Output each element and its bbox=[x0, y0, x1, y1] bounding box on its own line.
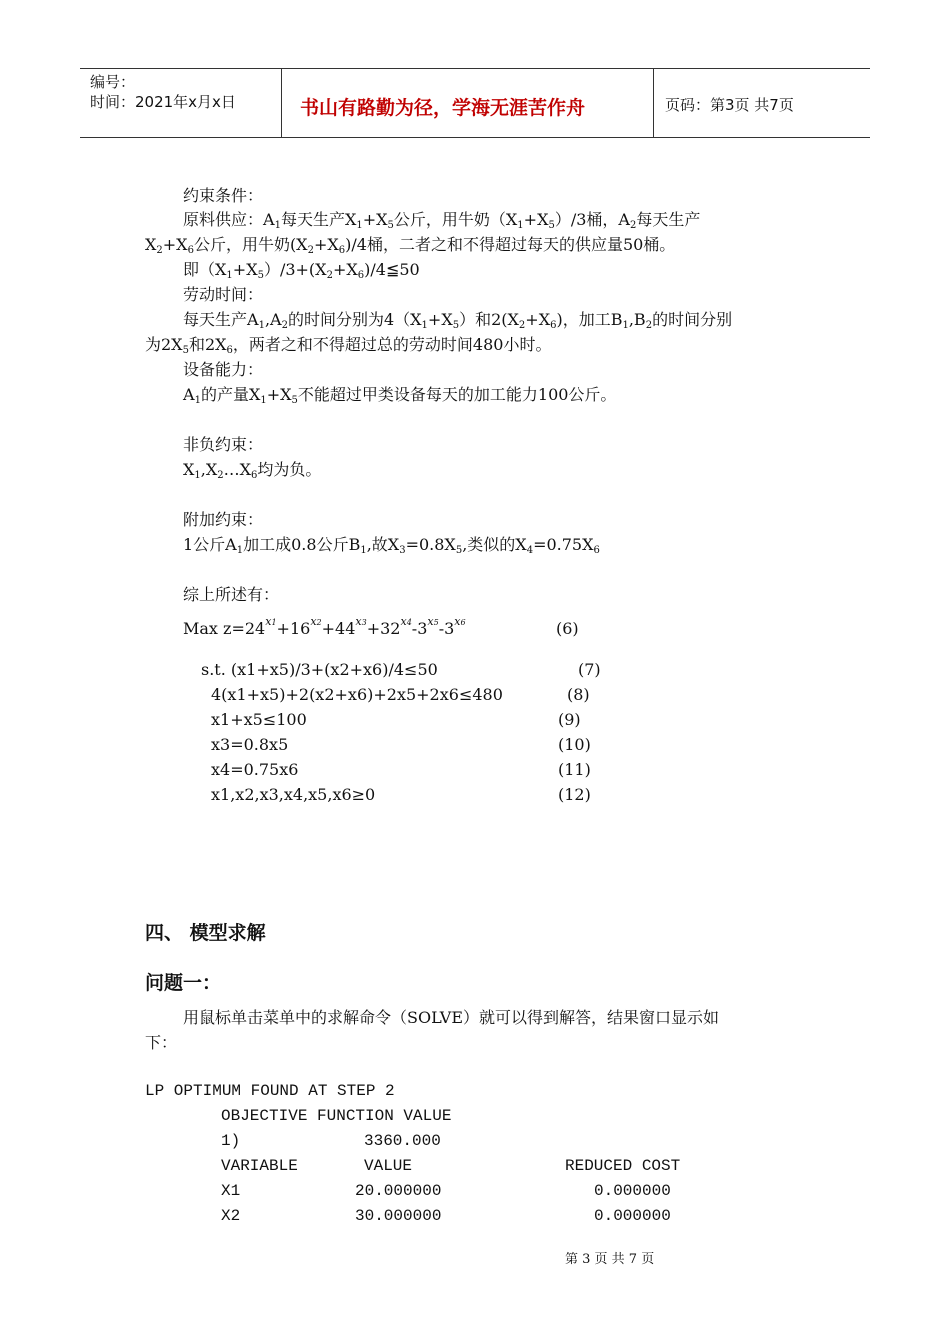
subsection-heading: 问题一： bbox=[145, 972, 222, 994]
additional-line: 1公斤$A_1$加工成0.8公斤$B_1$,故$X_3=0.8X_5$,类似的$X_4=0.75X_6$ bbox=[183, 535, 600, 556]
intro-line1: 用鼠标单击菜单中的求解命令（SOLVE）就可以得到解答，结果窗口显示如 bbox=[183, 1008, 720, 1027]
output-line: LP OPTIMUM FOUND AT STEP 2 bbox=[145, 1082, 395, 1100]
equipment-title: 设备能力： bbox=[183, 360, 264, 379]
table-row-cost: 0.000000 bbox=[594, 1207, 671, 1225]
constraint-expr: 4(x1+x5)+2(x2+x6)+2x5+2x6≤480 bbox=[211, 685, 503, 704]
header-divider bbox=[653, 69, 654, 137]
intro-line2: 下： bbox=[145, 1033, 178, 1052]
nonneg-title: 非负约束： bbox=[183, 435, 264, 454]
nonneg-line: $X_1,X_2\dots X_6$均为负。 bbox=[183, 460, 322, 481]
constraint-tag: (9) bbox=[558, 710, 581, 729]
page-footer: 第 3 页 共 7 页 bbox=[565, 1252, 655, 1267]
constraints-title: 约束条件： bbox=[183, 186, 264, 205]
objective-function: Max $z=24^{x1}+16^{x2}+44^{x3}+32^{x4}-3^{x5}-3^{x6}$ bbox=[183, 615, 466, 638]
constraint-expr: x1,x2,x3,x4,x5,x6≥0 bbox=[211, 785, 376, 804]
constraint-expr: x3=0.8x5 bbox=[211, 735, 289, 754]
column-header-variable: VARIABLE bbox=[221, 1157, 298, 1175]
raw-material-line3: 即$(X_1+X_5)/3+(X_2+X_6)/4≦50$ bbox=[183, 260, 420, 281]
table-row-value: 30.000000 bbox=[355, 1207, 442, 1225]
constraint-tag: (12) bbox=[558, 785, 591, 804]
labor-line2: 为$2X_5$和$2X_6$，两者之和不得超过总的劳动时间480小时。 bbox=[145, 335, 552, 356]
header-motto: 书山有路勤为径，学海无涯苦作舟 bbox=[300, 97, 586, 119]
table-row-variable: X2 bbox=[221, 1207, 241, 1225]
output-line: OBJECTIVE FUNCTION VALUE bbox=[221, 1107, 452, 1125]
page-header bbox=[80, 68, 870, 138]
labor-title: 劳动时间： bbox=[183, 285, 264, 304]
equipment-line: $A_1$的产量$X_1+X_5$不能超过甲类设备每天的加工能力100公斤。 bbox=[183, 385, 617, 406]
labor-line1: 每天生产$A_1,A_2$的时间分别为$4(X_1+X_5)$和$2(X_2+X_6)$，加工$B_1,B_2$的时间分别 bbox=[183, 310, 733, 331]
constraint-expr: x4=0.75x6 bbox=[211, 760, 299, 779]
objective-tag: (6) bbox=[556, 619, 579, 638]
objective-label: 1) bbox=[221, 1132, 241, 1150]
raw-material-line1: 原料供应：$A_1$每天生产$X_1+X_5$公斤，用牛奶$(X_1+X_5)/3$桶，$A_2$每天生产 bbox=[183, 210, 701, 231]
header-page-label: 页码：第3页 共7页 bbox=[665, 96, 794, 114]
column-header-reduced-cost: REDUCED COST bbox=[565, 1157, 681, 1175]
section-heading: 四、 模型求解 bbox=[145, 922, 266, 944]
additional-title: 附加约束： bbox=[183, 510, 264, 529]
raw-material-line2: $X_2+X_6$公斤，用牛奶$(X_2+X_6)/4$桶，二者之和不得超过每天的供应量50桶。 bbox=[145, 235, 676, 256]
header-divider bbox=[281, 69, 282, 137]
header-number-label: 编号： bbox=[90, 73, 136, 91]
constraint-tag: (10) bbox=[558, 735, 591, 754]
constraint-tag: (8) bbox=[567, 685, 590, 704]
constraint-expr: s.t. (x1+x5)/3+(x2+x6)/4≤50 bbox=[201, 660, 438, 679]
summary-title: 综上所述有： bbox=[183, 585, 280, 604]
constraint-expr: x1+x5≤100 bbox=[211, 710, 307, 729]
table-row-value: 20.000000 bbox=[355, 1182, 442, 1200]
objective-value: 3360.000 bbox=[364, 1132, 441, 1150]
constraint-tag: (7) bbox=[578, 660, 601, 679]
column-header-value: VALUE bbox=[364, 1157, 413, 1175]
table-row-variable: X1 bbox=[221, 1182, 241, 1200]
table-row-cost: 0.000000 bbox=[594, 1182, 671, 1200]
constraint-tag: (11) bbox=[558, 760, 591, 779]
header-time-label: 时间：2021年x月x日 bbox=[90, 93, 236, 111]
